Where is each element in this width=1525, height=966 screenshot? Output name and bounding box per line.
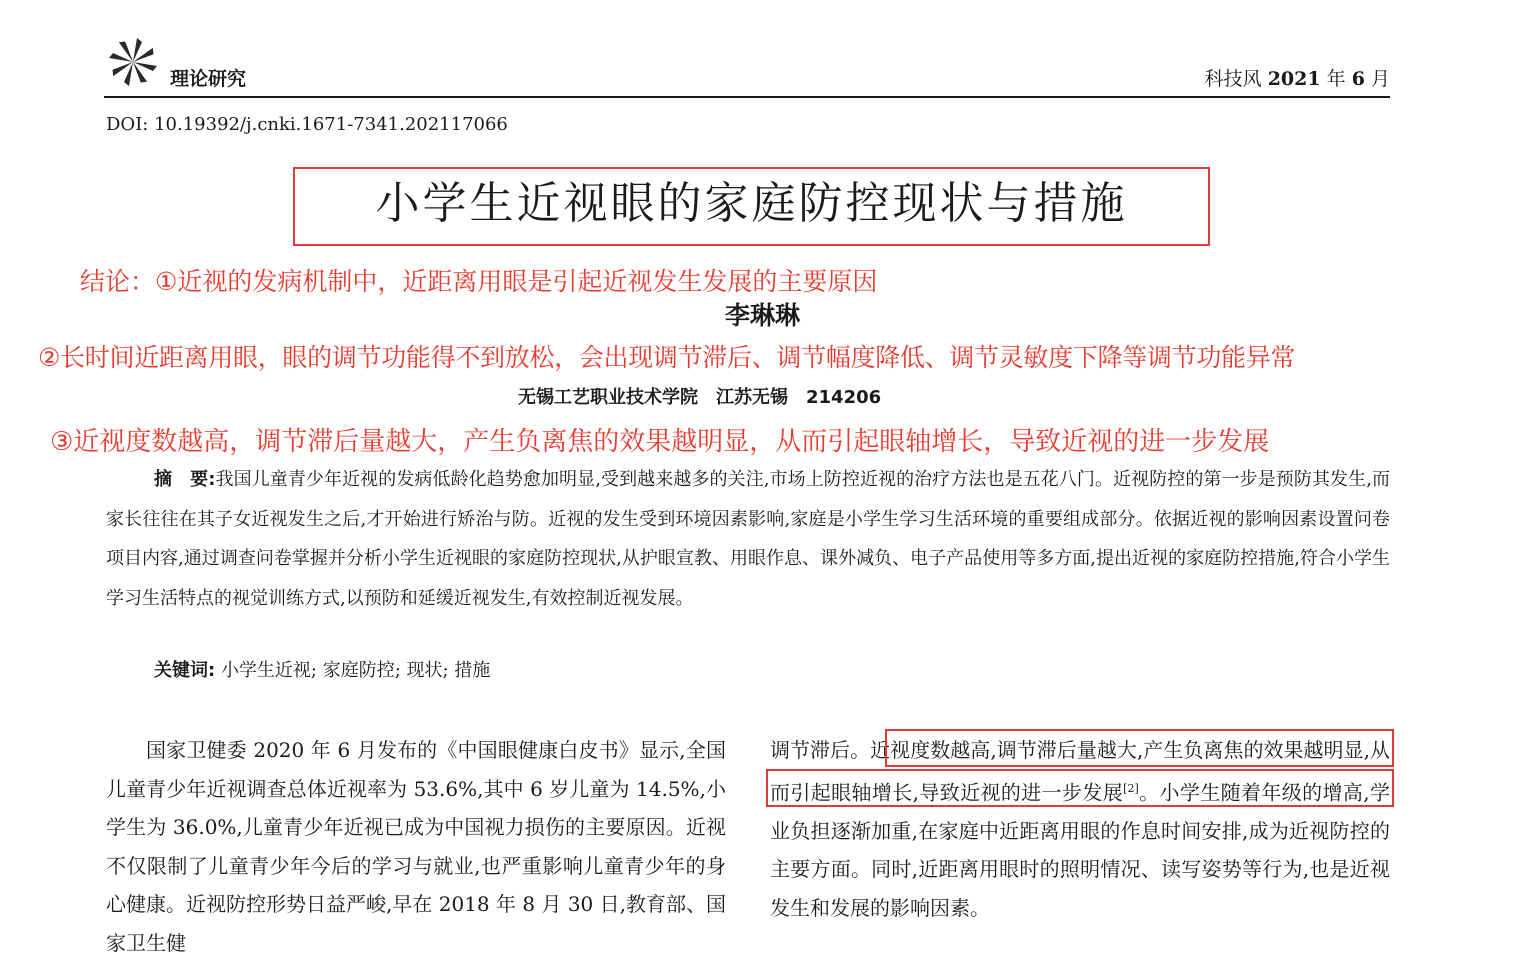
journal-section-label: 理论研究 — [170, 68, 247, 90]
body-right-post: 。小学生随着年级的增高,学业负担逐渐加重,在家庭中近距离用眼的作息时间安排,成为近视防控的主要方面。同时,近距离用眼时的照明情况、读写姿势等行为,也是近视发生和发展的影响因素。 — [770, 780, 1391, 920]
author — [0, 296, 1525, 332]
journal-year-suffix: 年 — [1326, 68, 1346, 90]
author-name: 李琳琳 — [724, 301, 800, 330]
header-divider — [104, 96, 1390, 98]
keywords — [154, 656, 490, 682]
abstract — [106, 460, 1390, 618]
highlighted-sentence: 近视度数越高,调节滞后量越大,产生负离焦的效果越明显,从而引起眼轴增长,导致近视的进一步发展 — [770, 738, 1391, 805]
pinwheel-logo-icon — [106, 36, 160, 88]
journal-year: 2021 — [1267, 68, 1321, 90]
annotation-conclusion-2: ②长时间近距离用眼，眼的调节功能得不到放松，会出现调节滞后、调节幅度降低、调节灵敏度下降等调节功能异常 — [38, 343, 1296, 372]
journal-month: 6 — [1351, 68, 1365, 90]
annotation-conclusion-1: 结论：①近视的发病机制中，近距离用眼是引起近视发生发展的主要原因 — [80, 267, 878, 296]
doi: DOI: 10.19392/j.cnki.1671-7341.202117066 — [106, 114, 508, 135]
journal-month-suffix: 月 — [1370, 68, 1390, 90]
reference-marker: [2] — [1123, 781, 1139, 795]
abstract-label: 摘 要: — [154, 469, 216, 490]
body-left-column: 国家卫健委 2020 年 6 月发布的《中国眼健康白皮书》显示,全国儿童青少年近视调查总体近视率为 53.6%,其中 6 岁儿童为 14.5%,小学生为 36.0%,儿童青少年近视已成为中国视力损伤的主要原因。近视不仅限制了儿童青少年今后的学习与就业,也严重影响儿童青少年的身心健康。近视防控形势日益严峻,早在 2018 年 8 月 30 日,教育部、国家卫生健 — [106, 738, 726, 955]
journal-issue — [1205, 64, 1390, 91]
highlight-box-line-2 — [766, 769, 1394, 807]
paper-title: 小学生近视眼的家庭防控现状与措施 — [375, 178, 1128, 229]
keywords-text: 小学生近视; 家庭防控; 现状; 措施 — [220, 660, 491, 681]
journal-name: 科技风 — [1204, 68, 1262, 90]
body-right-pre: 调节滞后。 — [770, 738, 871, 762]
abstract-text: 我国儿童青少年近视的发病低龄化趋势愈加明显,受到越来越多的关注,市场上防控近视的治疗方法也是五花八门。近视防控的第一步是预防其发生,而家长往往在其子女近视发生之后,才开始进行矫治与防。近视的发生受到环境因素影响,家庭是小学生学习生活环境的重要组成部分。依据近视的影响因素设置问卷项目内容,通过调查问卷掌握并分析小学生近视眼的家庭防控现状,从护眼宣教、用眼作息、课外减负、电子产品使用等多方面,提出近视的家庭防控措施,符合小学生学习生活特点的视觉训练方式,以预防和延缓近视发生,有效控制近视发展。 — [106, 469, 1390, 609]
annotation-conclusion-3: ③近视度数越高，调节滞后量越大，产生负离焦的效果越明显，从而引起眼轴增长，导致近视的进一步发展 — [50, 427, 1270, 457]
keywords-label: 关键词: — [154, 660, 216, 681]
affiliation: 无锡工艺职业技术学院 江苏无锡 214206 — [518, 387, 882, 408]
highlight-box-line-1 — [885, 729, 1394, 767]
